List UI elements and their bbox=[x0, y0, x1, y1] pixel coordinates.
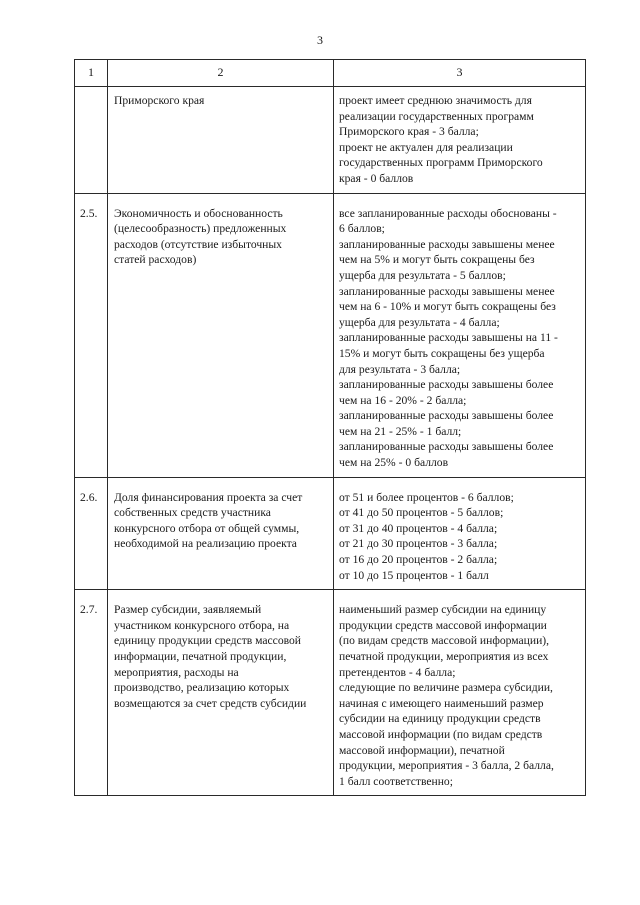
scoring-line: 6 баллов; bbox=[339, 222, 385, 236]
criterion-line: необходимой на реализацию проекта bbox=[114, 537, 297, 551]
table-row bbox=[75, 477, 586, 590]
scoring-cell bbox=[334, 590, 586, 796]
scoring-line: продукции, мероприятия - 3 балла, 2 балла, bbox=[339, 759, 554, 773]
scoring-line: (по видам средств массовой информации), bbox=[339, 634, 550, 648]
scoring-line: от 21 до 30 процентов - 3 балла; bbox=[339, 537, 498, 551]
scoring-line: от 31 до 40 процентов - 4 балла; bbox=[339, 521, 498, 535]
scoring-line: края - 0 баллов bbox=[339, 171, 414, 185]
scoring-line: 1 балл соответственно; bbox=[339, 774, 453, 788]
scoring-line: запланированные расходы завышены более bbox=[339, 440, 554, 454]
scoring-line: Приморского края - 3 балла; bbox=[339, 125, 479, 139]
header-col-3: 3 bbox=[334, 60, 586, 87]
scoring-line: от 16 до 20 процентов - 2 балла; bbox=[339, 553, 498, 567]
scoring-line: наименьший размер субсидии на единицу bbox=[339, 603, 547, 617]
item-number: 2.6. bbox=[75, 477, 108, 590]
scoring-line: от 51 и более процентов - 6 баллов; bbox=[339, 490, 514, 504]
scoring-line: запланированные расходы завышены менее bbox=[339, 284, 555, 298]
scoring-line: для результата - 3 балла; bbox=[339, 362, 461, 376]
page-number: 3 bbox=[317, 33, 323, 47]
criterion-line: Размер субсидии, заявляемый bbox=[114, 603, 262, 617]
scoring-line: претендентов - 4 балла; bbox=[339, 665, 456, 679]
item-number bbox=[75, 87, 108, 194]
criterion-line: Экономичность и обоснованность bbox=[114, 206, 283, 220]
scoring-line: чем на 5% и могут быть сокращены без bbox=[339, 253, 535, 267]
scoring-line: массовой информации), печатной bbox=[339, 743, 505, 757]
item-number: 2.5. bbox=[75, 193, 108, 477]
scoring-cell bbox=[334, 477, 586, 590]
scoring-line: от 10 до 15 процентов - 1 балл bbox=[339, 568, 489, 582]
scoring-line: чем на 21 - 25% - 1 балл; bbox=[339, 424, 462, 438]
item-number: 2.7. bbox=[75, 590, 108, 796]
table-header-row bbox=[75, 60, 586, 87]
header-col-1: 1 bbox=[75, 60, 108, 87]
scoring-line: государственных программ Приморского bbox=[339, 156, 543, 170]
criterion-line: Доля финансирования проекта за счет bbox=[114, 490, 303, 504]
scoring-line: начиная с имеющего наименьший размер bbox=[339, 696, 544, 710]
scoring-cell bbox=[334, 193, 586, 477]
scoring-line: субсидии на единицу продукции средств bbox=[339, 712, 541, 726]
criterion-line: возмещаются за счет средств субсидии bbox=[114, 696, 307, 710]
scoring-line: от 41 до 50 процентов - 5 баллов; bbox=[339, 506, 504, 520]
scoring-line: реализации государственных программ bbox=[339, 109, 534, 123]
criterion-line: расходов (отсутствие избыточных bbox=[114, 237, 282, 251]
criterion-cell bbox=[108, 193, 334, 477]
criterion-line: единицу продукции средств массовой bbox=[114, 634, 302, 648]
criterion-cell bbox=[108, 590, 334, 796]
scoring-line: печатной продукции, мероприятия из всех bbox=[339, 650, 549, 663]
scoring-line: запланированные расходы завышены на 11 - bbox=[339, 331, 558, 345]
scoring-line: ущерба для результата - 4 балла; bbox=[339, 315, 500, 329]
criterion-line: производство, реализацию которых bbox=[114, 681, 290, 695]
table-row bbox=[75, 590, 586, 796]
criterion-line: статей расходов) bbox=[114, 253, 197, 267]
criterion-cell bbox=[108, 87, 334, 194]
table-row bbox=[75, 87, 586, 194]
scoring-line: запланированные расходы завышены менее bbox=[339, 237, 555, 251]
table-row bbox=[75, 193, 586, 477]
criterion-line: конкурсного отбора от общей суммы, bbox=[114, 521, 300, 535]
criterion-line: собственных средств участника bbox=[114, 506, 271, 520]
scoring-line: ущерба для результата - 5 баллов; bbox=[339, 268, 506, 282]
scoring-line: все запланированные расходы обоснованы - bbox=[339, 206, 557, 220]
scoring-line: запланированные расходы завышены более bbox=[339, 378, 554, 392]
criterion-line: (целесообразность) предложенных bbox=[114, 222, 287, 236]
scoring-line: продукции средств массовой информации bbox=[339, 618, 547, 632]
criterion-line: участником конкурсного отбора, на bbox=[114, 618, 290, 632]
scoring-line: чем на 6 - 10% и могут быть сокращены без bbox=[339, 300, 556, 314]
scoring-line: массовой информации (по видам средств bbox=[339, 727, 543, 741]
scoring-line: запланированные расходы завышены более bbox=[339, 409, 554, 423]
scoring-line: следующие по величине размера субсидии, bbox=[339, 681, 553, 695]
scoring-line: проект не актуален для реализации bbox=[339, 140, 513, 154]
scoring-line: проект имеет среднюю значимость для bbox=[339, 94, 532, 107]
scoring-line: чем на 25% - 0 баллов bbox=[339, 456, 449, 470]
header-col-2: 2 bbox=[108, 60, 334, 87]
scoring-line: чем на 16 - 20% - 2 балла; bbox=[339, 393, 467, 407]
criterion-line: информации, печатной продукции, bbox=[114, 650, 287, 663]
criterion-cell bbox=[108, 477, 334, 590]
criterion-line: мероприятия, расходы на bbox=[114, 665, 239, 679]
criteria-table bbox=[74, 59, 586, 796]
scoring-line: 15% и могут быть сокращены без ущерба bbox=[339, 346, 545, 360]
scoring-cell bbox=[334, 87, 586, 194]
criterion-line: Приморского края bbox=[114, 94, 205, 107]
